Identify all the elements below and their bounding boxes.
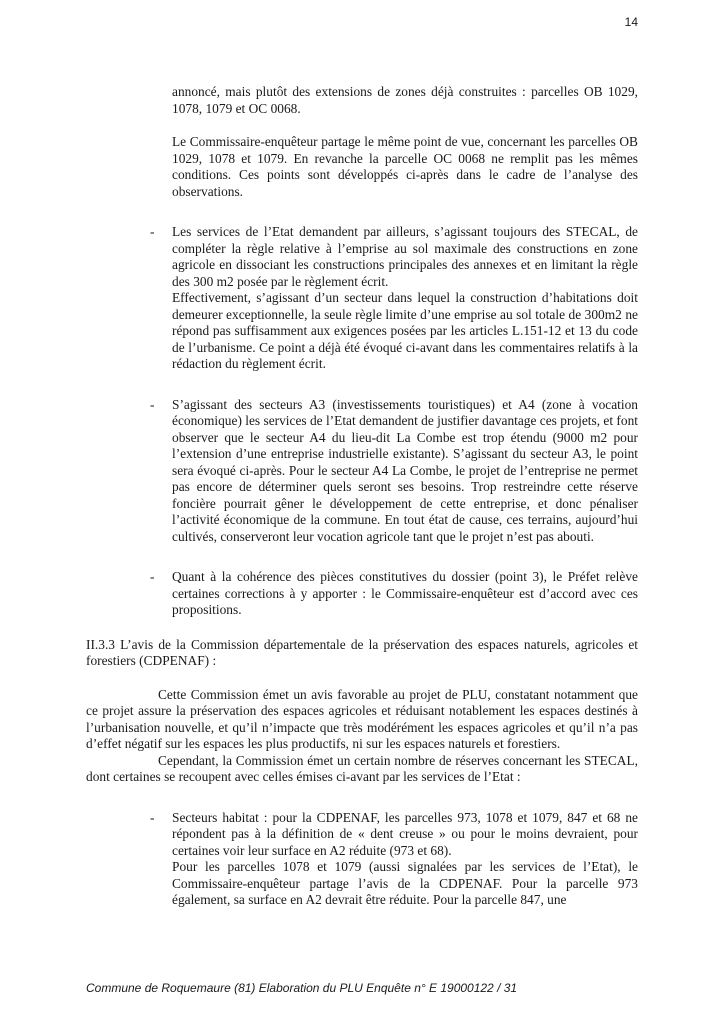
bullet-dash: - [150,224,155,239]
page-number: 14 [624,15,638,29]
list-item-text: Quant à la cohérence des pièces constitutives du dossier (point 3), le Préfet relève certaines corrections à y apporter : le Commissaire-enquêteur est d’accord avec ces propositions. [172,569,638,617]
bullet-dash: - [150,396,155,412]
paragraph-cdpenaf-opinion: Cette Commission émet un avis favorable au projet de PLU, constatant notamment que ce projet assure la préservation des espaces agricoles et réduisant notablement les espaces destinés à l’urbanisation nouvelle, et qu’il n’impacte que très modérément les espaces agricoles et qu’il n’a pas d’effet négatif sur les espaces les plus productifs, ni sur les espaces naturels et forestiers. [86,686,638,751]
list-item-text: Secteurs habitat : pour la CDPENAF, les parcelles 973, 1078 et 1079, 847 et 68 ne répondent pas à la définition de « dent creuse » ou pour le moins devraient, pour certaines voir leur surface en A2 réduite (973 et 68). [172,809,638,858]
section-heading: II.3.3 L’avis de la Commission départementale de la préservation des espaces naturels, agricoles et forestiers (CDPENAF) : [86,636,638,668]
paragraph-continuation: annoncé, mais plutôt des extensions de zones déjà construites : parcelles OB 1029, 1078, 1079 et OC 0068. [172,84,638,116]
list-item-text: Les services de l’Etat demandent par ailleurs, s’agissant toujours des STECAL, de compléter la règle relative à l’emprise au sol maximale des constructions en zone agricole en dissociant les constructions principales des annexes et en limitant la règle des 300 m2 posée par le règlement écrit. [172,224,638,289]
list-item-text: Effectivement, s’agissant d’un secteur dans lequel la construction d’habitations doit demeurer exceptionnelle, la seule règle limite d’une emprise au sol totale de 300m2 ne répond pas suffisamment aux exigences posées par les articles L.151-12 et 13 du code de l’urbanisme. Ce point a déjà été évoqué ci-avant dans les commentaires relatifs à la rédaction du règlement écrit. [172,290,638,371]
paragraph-commissaire-view: Le Commissaire-enquêteur partage le même point de vue, concernant les parcelles OB 1029, 1078 et 1079. En revanche la parcelle OC 0068 ne remplit pas les mêmes conditions. Ces points sont développés ci-après dans le cadre de l’analyse des observations. [172,134,638,199]
document-body [86,84,638,909]
list-item-text: S’agissant des secteurs A3 (investissements touristiques) et A4 (zone à vocation économique) les services de l’Etat demandent de justifier davantage ces projets, et font observer que le secteur A4 du lieu-dit La Combe est trop étendu (9000 m2 pour l’extension d’une entreprise industrielle existante). S’agissant du secteur A3, le point sera évoqué ci-après. Pour le secteur A4 La Combe, le projet de l’entreprise ne permet pas encore de déterminer quels seront ses besoins. Trop restreindre cette réserve foncière pourrait gêner le développement de cette entreprise, et donc pénaliser l’activité économique de la commune. En tout état de cause, ces terrains, aujourd’hui cultivés, conserveront leur vocation agricole tant que le projet n’est pas abouti. [172,396,638,544]
page-footer: Commune de Roquemaure (81) Elaboration du PLU Enquête n° E 19000122 / 31 [86,981,518,995]
list-item [150,396,638,546]
bullet-dash: - [150,809,155,825]
list-item [150,224,638,373]
list-item [150,569,638,619]
list-item [150,809,638,909]
list-item-text: Pour les parcelles 1078 et 1079 (aussi signalées par les services de l’Etat), le Commissaire-enquêteur partage l’avis de la CDPENAF. Pour la parcelle 973 également, sa surface en A2 devrait être réduite. Pour la parcelle 847, une [172,859,638,907]
bullet-dash: - [150,569,155,584]
paragraph-cdpenaf-reserves: Cependant, la Commission émet un certain nombre de réserves concernant les STECAL, dont certaines se recoupent avec celles émises ci-avant par les services de l’Etat : [86,752,638,784]
